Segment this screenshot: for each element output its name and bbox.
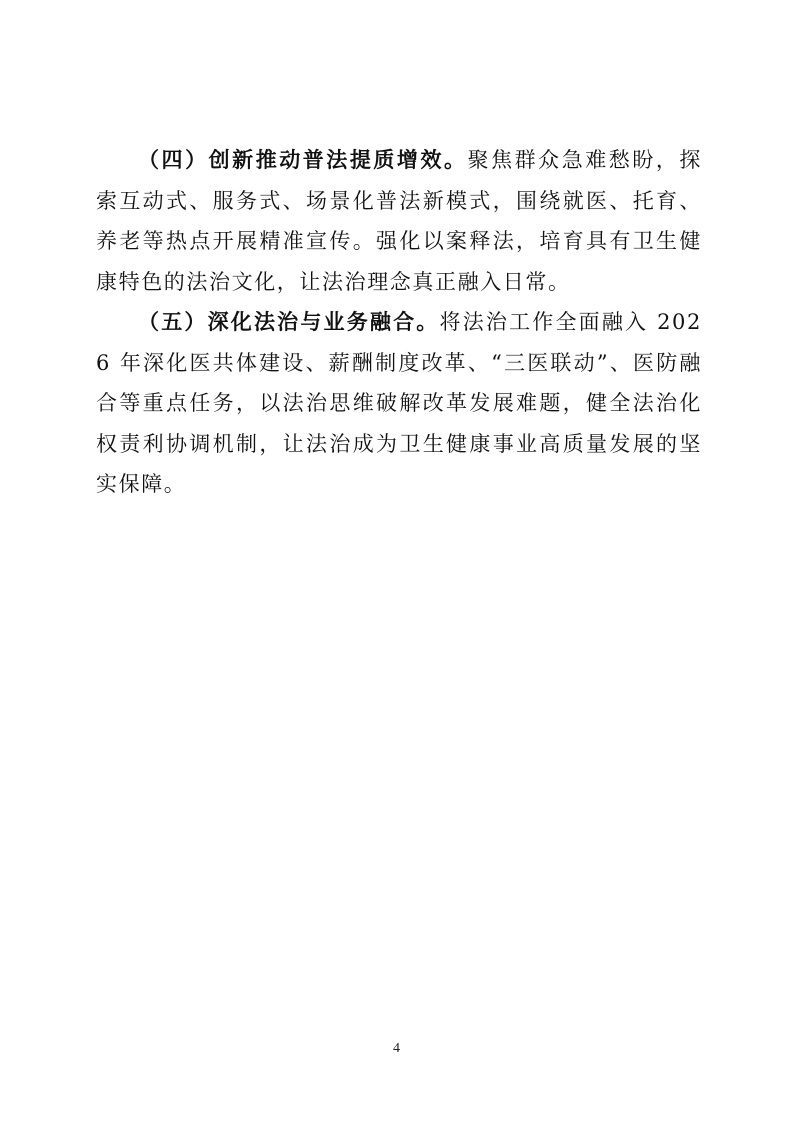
paragraph-text: 聚焦群众急难愁盼，探索互动式、服务式、场景化普法新模式，围绕就医、托育、养老等热点开展精准宣传。强化以案释法，培育具有卫生健康特色的法治文化，让法治理念真正融入日常。 <box>96 148 702 294</box>
page-number: 4 <box>393 1041 400 1056</box>
paragraph-heading: （四）创新推动普法提质增效。 <box>138 147 468 172</box>
paragraph-text: 将法治工作全面融入 2026 年深化医共体建设、薪酬制度改革、“三医联动”、医防融合等重点任务，以法治思维破解改革发展难题，健全法治化权责利协调机制，让法治成为卫生健康事业高质量发展的坚实保障。 <box>96 310 702 496</box>
paragraph-4 <box>96 140 702 302</box>
paragraph-heading: （五）深化法治与业务融合。 <box>138 309 440 334</box>
document-body <box>96 140 702 505</box>
paragraph-5 <box>96 302 702 505</box>
